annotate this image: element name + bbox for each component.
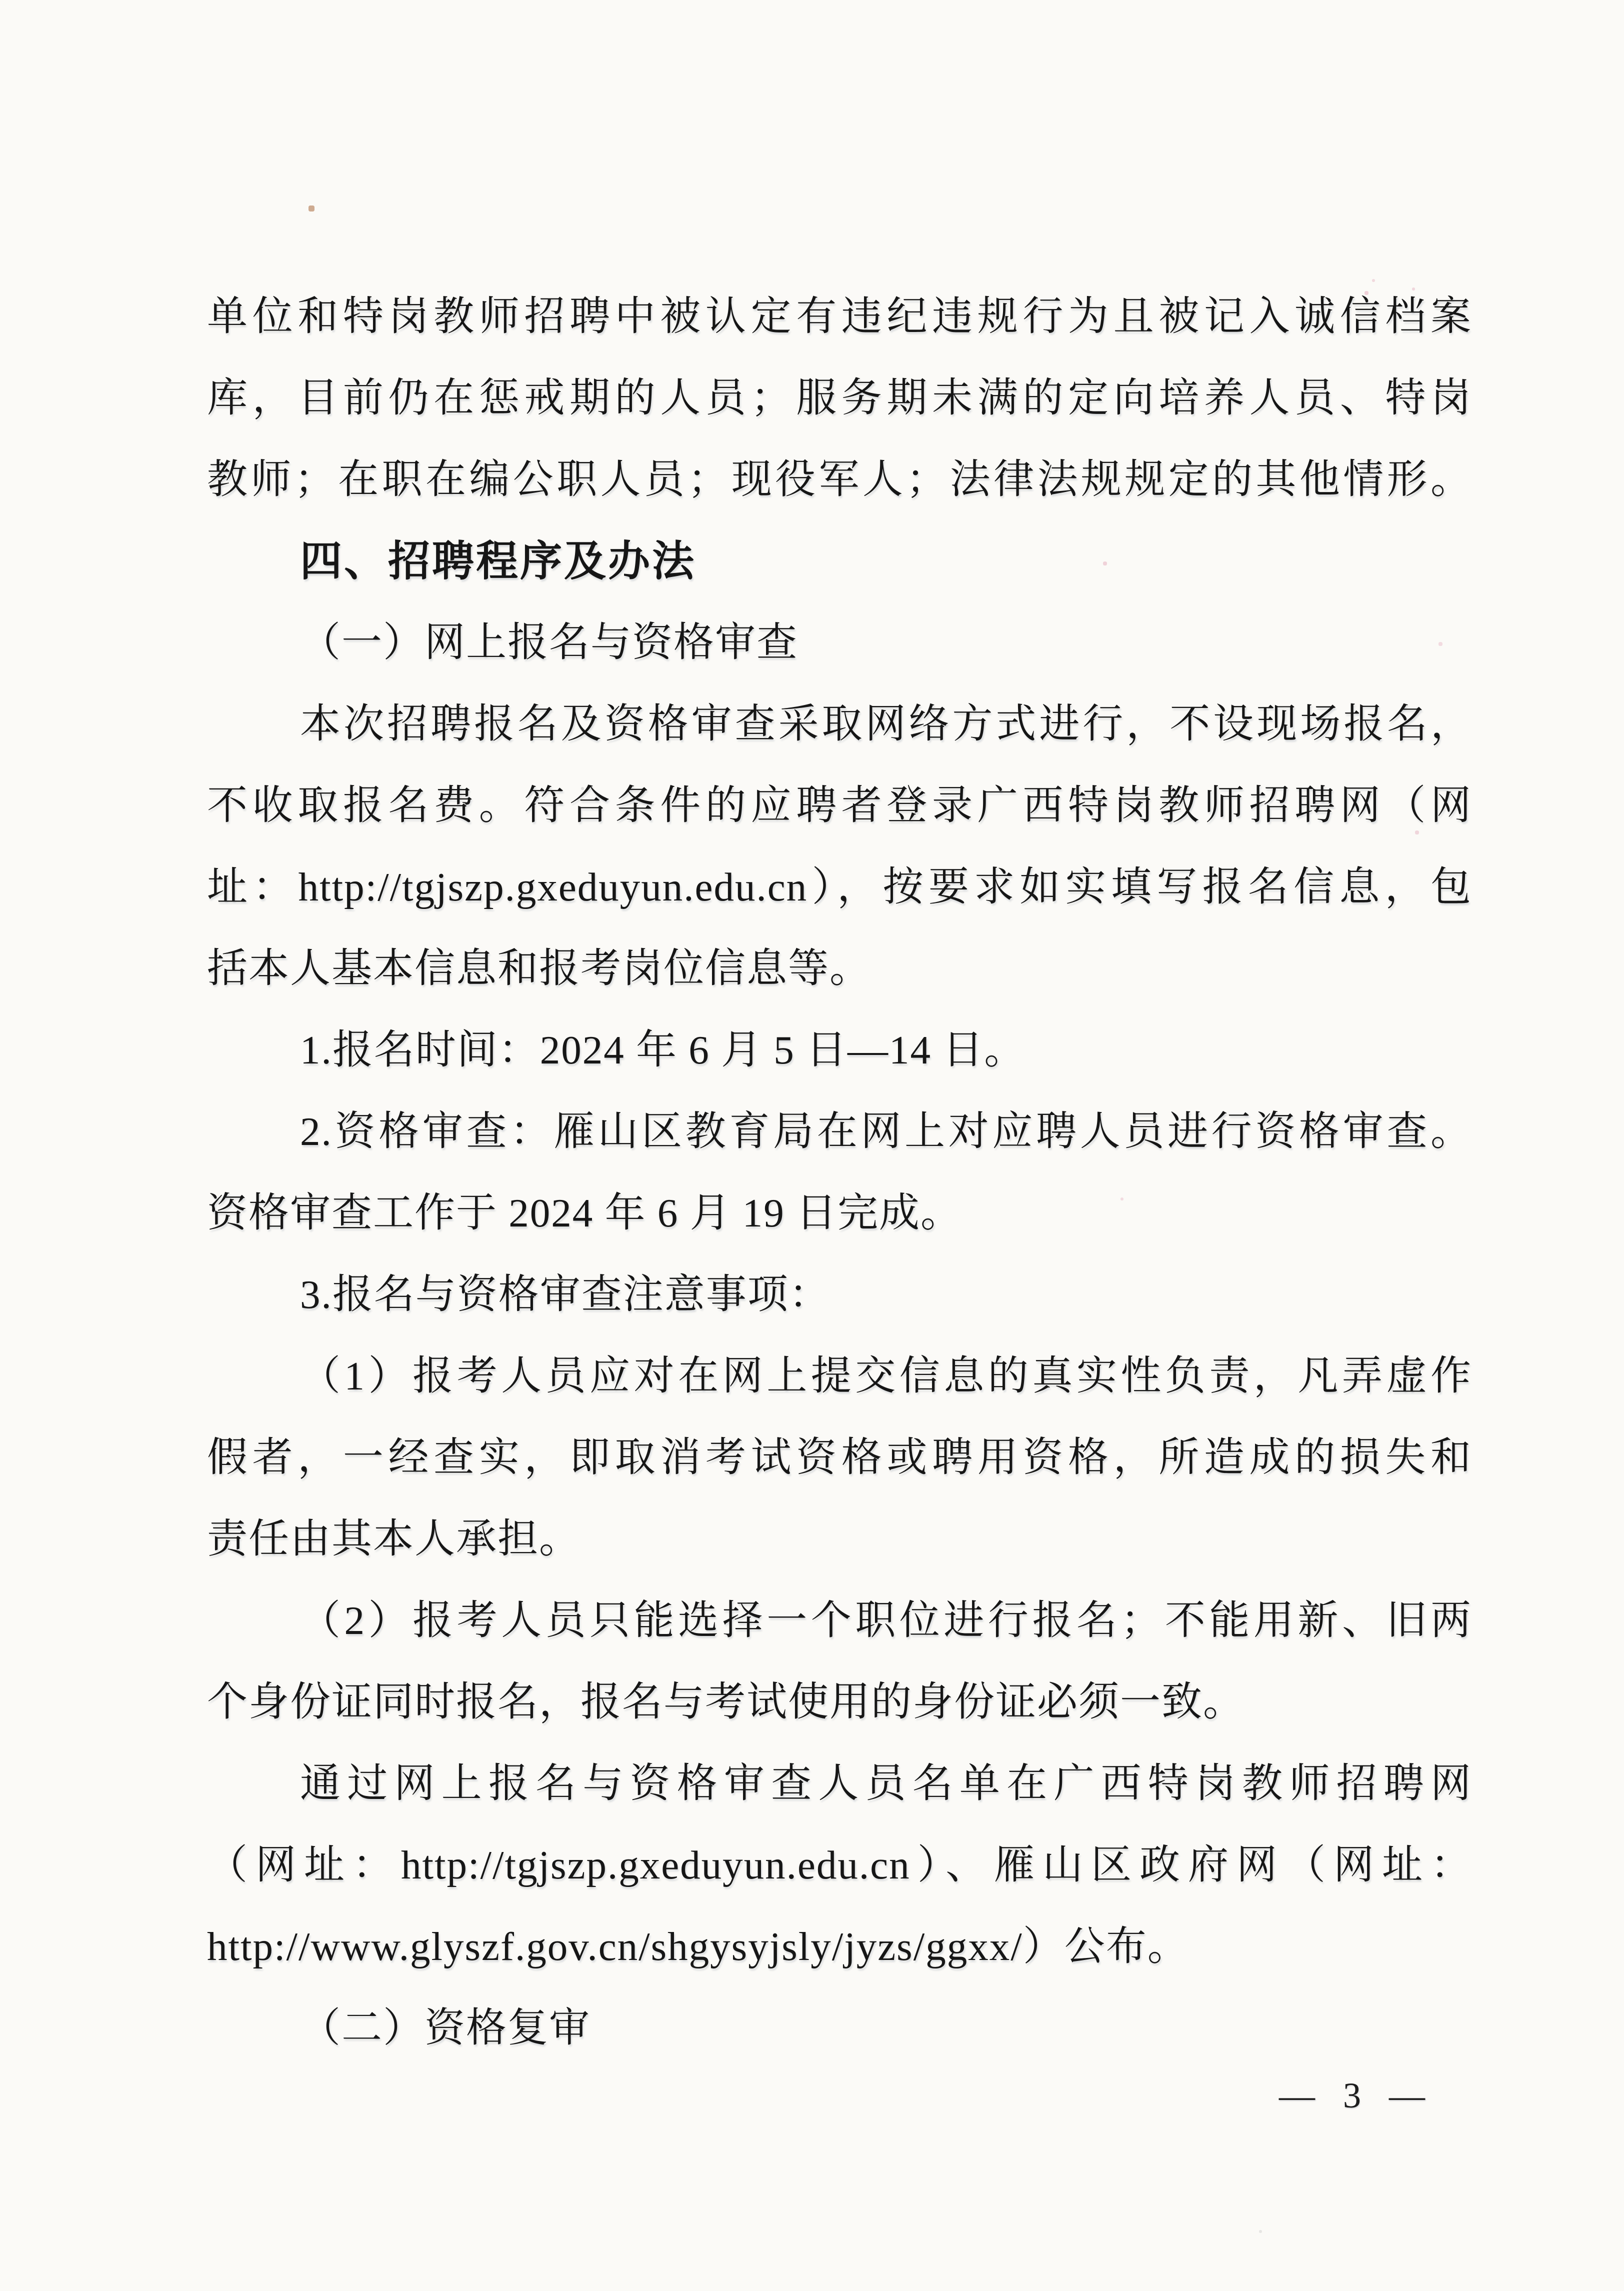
body-line-9: 括本人基本信息和报考岗位信息等。 [207,946,872,991]
body-line-8-url: 址：http://tgjszp.gxeduyun.edu.cn），按要求如实填写报名信息，包 [207,864,1472,910]
publish-line-1: 通过网上报名与资格审查人员名单在广西特岗教师招聘网 [300,1761,1472,1806]
scan-speck-cluster [0,0,1,1]
note-2-line-2: 个身份证同时报名，报名与考试使用的身份证必须一致。 [207,1680,1245,1724]
note-1-line-1: （1）报考人员应对在网上提交信息的真实性负责，凡弄虚作 [300,1354,1472,1398]
item-1-signup-time: 1.报名时间：2024 年 6 月 5 日—14 日。 [300,1028,1026,1072]
note-1-line-2: 假者，一经查实，即取消考试资格或聘用资格，所造成的损失和 [207,1435,1472,1480]
section-heading: 四、招聘程序及办法 [300,538,696,584]
body-line-6: 本次招聘报名及资格审查采取网络方式进行，不设现场报名， [300,702,1472,746]
body-line-1: 单位和特岗教师招聘中被认定有违纪违规行为且被记入诚信档案 [207,294,1472,339]
body-line-12: 资格审查工作于 2024 年 6 月 19 日完成。 [207,1190,962,1236]
publish-line-3-url: http://www.glyszf.gov.cn/shgysyjsly/jyzs/ggxx/）公布。 [207,1924,1189,1969]
note-2-line-1: （2）报考人员只能选择一个职位进行报名；不能用新、旧两 [300,1598,1472,1643]
page-number: — 3 — [1279,2076,1426,2116]
body-line-7: 不收取报名费。符合条件的应聘者登录广西特岗教师招聘网（网 [207,783,1472,828]
subsection-heading-1: （一）网上报名与资格审查 [300,620,798,665]
publish-line-2-url: （网址：http://tgjszp.gxeduyun.edu.cn）、雁山区政府网（网址： [207,1842,1472,1888]
item-3-notes: 3.报名与资格审查注意事项： [300,1272,830,1317]
item-2-review: 2.资格审查：雁山区教育局在网上对应聘人员进行资格审查。 [300,1109,1472,1154]
body-line-3: 教师；在职在编公职人员；现役军人；法律法规规定的其他情形。 [207,457,1472,502]
note-1-line-3: 责任由其本人承担。 [207,1516,581,1562]
subsection-heading-2: （二）资格复审 [300,2006,591,2050]
document-body [207,276,1472,2069]
body-line-2: 库，目前仍在惩戒期的人员；服务期未满的定向培养人员、特岗 [207,376,1472,420]
